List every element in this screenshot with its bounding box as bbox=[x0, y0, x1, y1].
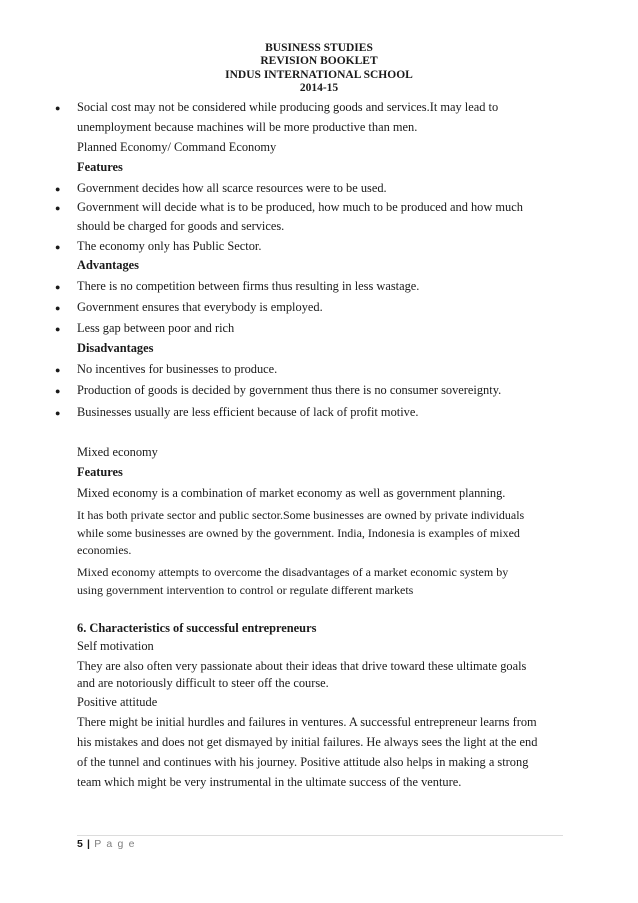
planned-feature-2-cont: should be charged for goods and services. bbox=[77, 219, 285, 233]
bullet-icon: ● bbox=[55, 282, 61, 292]
footer-divider bbox=[77, 835, 563, 836]
bullet-icon: ● bbox=[55, 386, 61, 396]
page-footer bbox=[77, 838, 136, 850]
mixed-paragraph-2-cont: while some businesses are owned by the government. India, Indonesia is examples of mixed bbox=[77, 526, 520, 540]
mixed-paragraph-1: Mixed economy is a combination of market economy as well as government planning. bbox=[77, 486, 506, 500]
positive-attitude-text-end: team which might be very instrumental in the ultimate success of the venture. bbox=[77, 775, 462, 789]
header-subject: BUSINESS STUDIES bbox=[265, 42, 373, 54]
planned-economy-title: Planned Economy/ Command Economy bbox=[77, 140, 277, 154]
mixed-paragraph-3-cont: using government intervention to control or regulate different markets bbox=[77, 583, 414, 597]
header-booklet: REVISION BOOKLET bbox=[260, 55, 378, 68]
header-year: 2014-15 bbox=[299, 81, 339, 94]
positive-attitude-text: There might be initial hurdles and failures in ventures. A successful entrepreneur learns from bbox=[77, 715, 537, 729]
mixed-paragraph-2: It has both private sector and public sector.Some businesses are owned by private individuals bbox=[77, 508, 525, 522]
self-motivation-text-cont: and are notoriously difficult to steer off the course. bbox=[77, 676, 329, 690]
planned-feature-1: Government decides how all scarce resources were to be used. bbox=[77, 181, 387, 195]
mixed-paragraph-2-end: economies. bbox=[77, 543, 132, 557]
mixed-features-heading: Features bbox=[77, 465, 123, 479]
self-motivation-text: They are also often very passionate about their ideas that drive toward these ultimate goals bbox=[77, 659, 527, 673]
disadvantage-1: No incentives for businesses to produce. bbox=[77, 362, 278, 376]
social-cost-text-cont: unemployment because machines will be more productive than men. bbox=[77, 120, 418, 134]
entrepreneurs-heading: 6. Characteristics of successful entrepreneurs bbox=[77, 621, 317, 635]
advantages-heading: Advantages bbox=[77, 258, 139, 272]
bullet-icon: ● bbox=[55, 184, 61, 194]
page-number: 5 bbox=[77, 838, 85, 850]
bullet-icon: ● bbox=[55, 242, 61, 252]
bullet-icon: ● bbox=[55, 203, 61, 213]
self-motivation-subheading: Self motivation bbox=[77, 639, 154, 653]
bullet-icon: ● bbox=[55, 408, 61, 418]
positive-attitude-subheading: Positive attitude bbox=[77, 695, 158, 709]
disadvantages-heading: Disadvantages bbox=[77, 341, 154, 355]
planned-feature-2: Government will decide what is to be produced, how much to be produced and how much bbox=[77, 200, 523, 214]
footer-separator: | bbox=[87, 838, 92, 850]
bullet-icon: ● bbox=[55, 103, 61, 113]
advantage-2: Government ensures that everybody is employed. bbox=[77, 300, 323, 314]
page-label: P a g e bbox=[94, 838, 136, 850]
document-header bbox=[0, 42, 638, 95]
positive-attitude-text-cont2: of the tunnel and continues with his journey. Positive attitude also helps in making a strong bbox=[77, 755, 529, 769]
bullet-icon: ● bbox=[55, 303, 61, 313]
header-school: INDUS INTERNATIONAL SCHOOL bbox=[225, 68, 413, 81]
advantage-1: There is no competition between firms thus resulting in less wastage. bbox=[77, 279, 420, 293]
positive-attitude-text-cont: his mistakes and does not get dismayed by initial failures. He always sees the light at the end bbox=[77, 735, 538, 749]
bullet-icon: ● bbox=[55, 324, 61, 334]
mixed-paragraph-3: Mixed economy attempts to overcome the disadvantages of a market economic system by bbox=[77, 565, 509, 579]
social-cost-text: Social cost may not be considered while producing goods and services.It may lead to bbox=[77, 100, 499, 114]
advantage-3: Less gap between poor and rich bbox=[77, 321, 235, 335]
disadvantage-3: Businesses usually are less efficient because of lack of profit motive. bbox=[77, 405, 419, 419]
disadvantage-2: Production of goods is decided by government thus there is no consumer sovereignty. bbox=[77, 383, 502, 397]
planned-features-heading: Features bbox=[77, 160, 123, 174]
bullet-icon: ● bbox=[55, 365, 61, 375]
planned-feature-3: The economy only has Public Sector. bbox=[77, 239, 262, 253]
mixed-economy-title: Mixed economy bbox=[77, 445, 158, 459]
